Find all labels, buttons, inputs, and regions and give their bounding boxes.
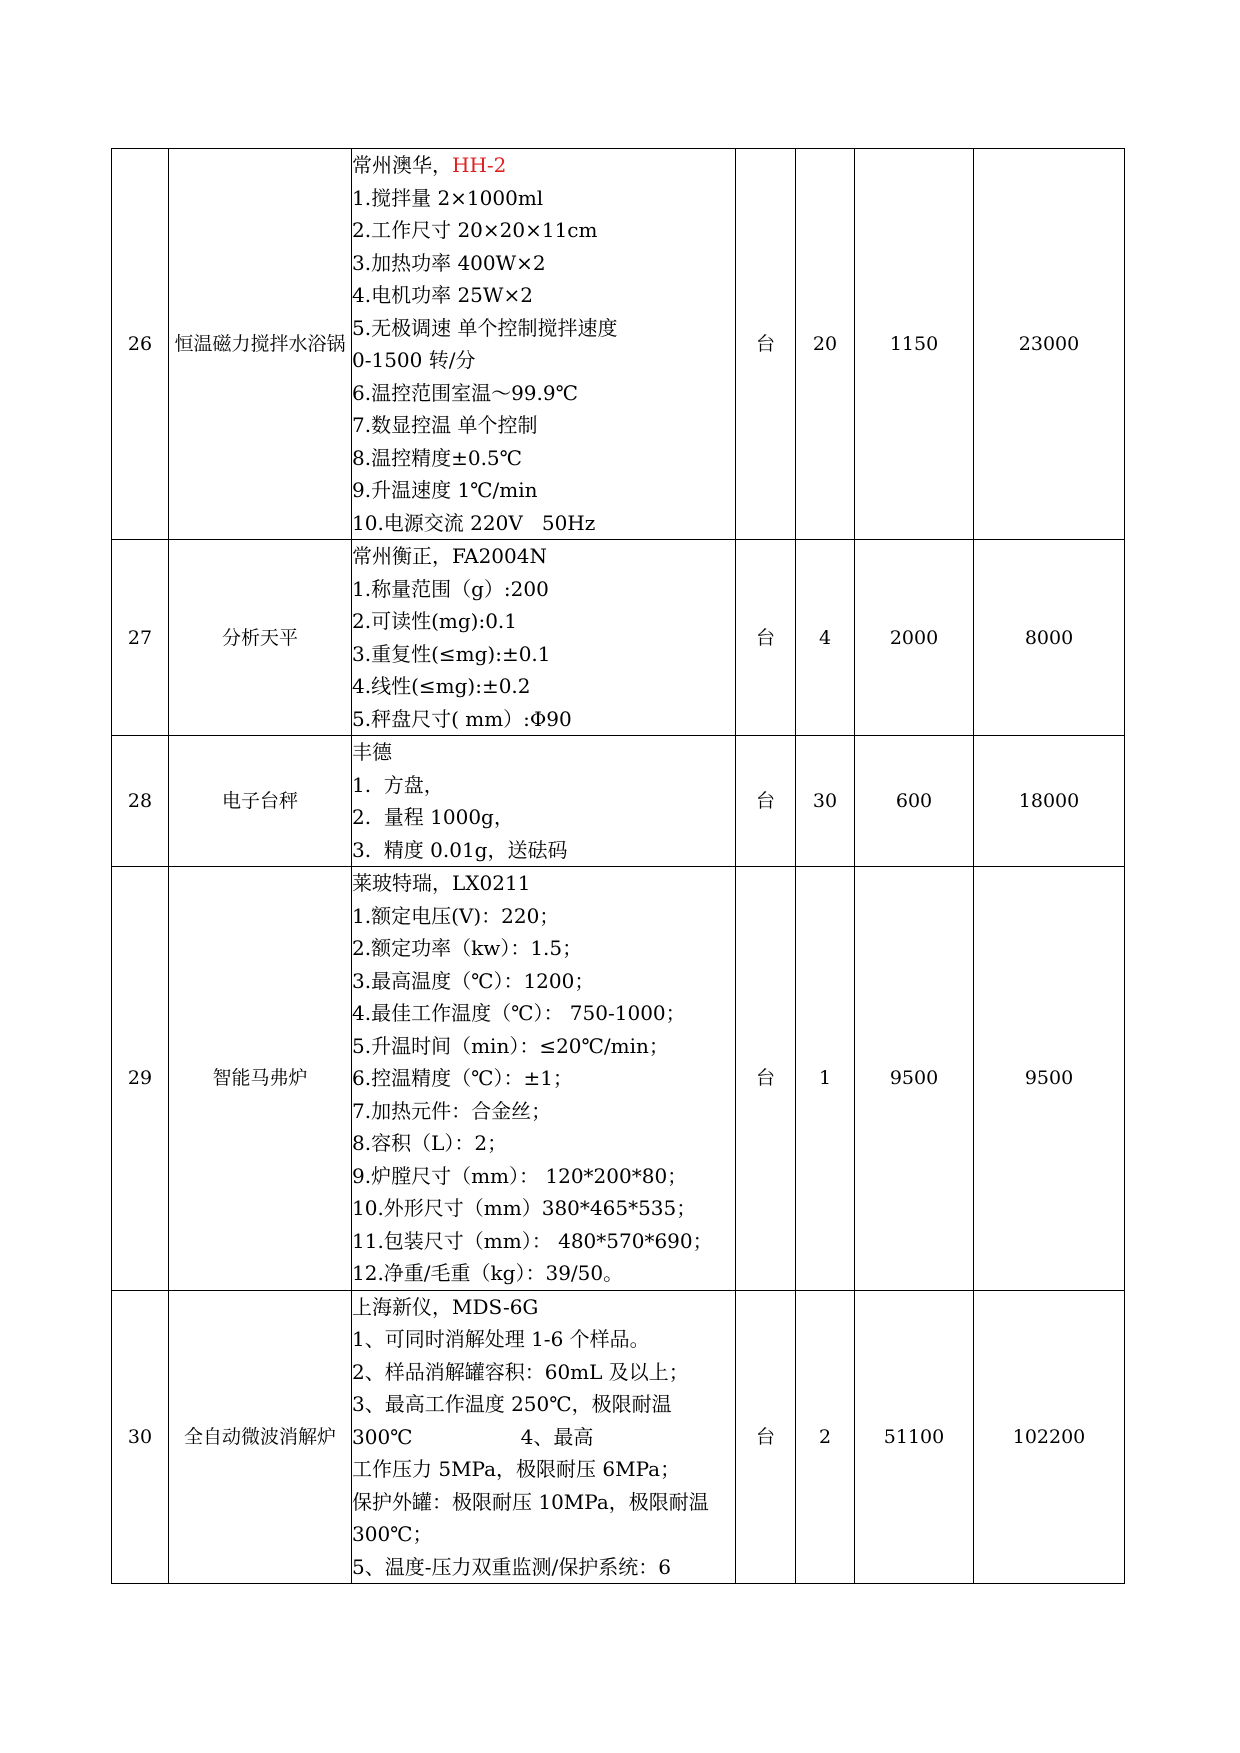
table-row: [112, 736, 1125, 867]
item-quantity: 1: [796, 867, 855, 1291]
spec-line: 7.数显控温 单个控制: [352, 413, 538, 437]
item-unit-price: 1150: [855, 149, 974, 540]
item-quantity: 4: [796, 540, 855, 736]
spec-line: 5.秤盘尺寸( mm）:Φ90: [352, 706, 572, 731]
item-unit: 台: [736, 149, 796, 540]
item-specification: [352, 867, 736, 1291]
item-unit-price: 600: [855, 736, 974, 867]
spec-lines: [352, 769, 735, 867]
spec-line: 4.最佳工作温度（℃）： 750-1000；: [352, 1001, 686, 1025]
item-total-price: 8000: [974, 540, 1125, 736]
item-quantity: 30: [796, 736, 855, 867]
spec-lines: [352, 182, 735, 540]
table-row: [112, 867, 1125, 1291]
spec-line: 1.称量范围（g）:200: [352, 576, 549, 601]
spec-line: 11.包装尺寸（mm）： 480*570*690；: [352, 1228, 713, 1253]
spec-line: 2.额定功率（kw）：1.5；: [352, 936, 583, 960]
item-unit: 台: [736, 1290, 796, 1584]
spec-line: 工作压力 5MPa，极限耐压 6MPa；: [352, 1457, 681, 1481]
spec-line: 12.净重/毛重（kg）：39/50。: [352, 1261, 624, 1285]
item-unit: 台: [736, 540, 796, 736]
spec-line: 6.控温精度（℃）：±1；: [352, 1066, 573, 1090]
table-body: [112, 149, 1125, 1584]
spec-line: 2. 量程 1000g，: [352, 805, 514, 829]
item-unit: 台: [736, 867, 796, 1291]
item-total-price: 9500: [974, 867, 1125, 1291]
spec-line: 1. 方盘，: [352, 772, 444, 797]
spec-line: 3.最高温度（℃）：1200；: [352, 968, 595, 993]
spec-line: 5.无极调速 单个控制搅拌速度: [352, 315, 618, 340]
item-name: 恒温磁力搅拌水浴锅: [169, 149, 352, 540]
item-unit-price: 9500: [855, 867, 974, 1291]
spec-line: 10.电源交流 220V 50Hz: [352, 510, 596, 535]
item-number: 26: [112, 149, 169, 540]
item-specification: [352, 149, 736, 540]
item-name: 全自动微波消解炉: [169, 1290, 352, 1584]
spec-line: 1、可同时消解处理 1-6 个样品。: [352, 1327, 650, 1351]
spec-line: 2.工作尺寸 20×20×11cm: [352, 218, 598, 242]
spec-line: 1.额定电压(V)：220；: [352, 903, 560, 928]
table-row: [112, 540, 1125, 736]
spec-line: 7.加热元件：合金丝；: [352, 1098, 552, 1123]
spec-line: 300℃；: [352, 1522, 433, 1546]
model-highlight: HH-2: [452, 153, 507, 177]
item-specification: [352, 1290, 736, 1584]
spec-line: 10.外形尺寸（mm）380*465*535；: [352, 1196, 697, 1220]
item-unit-price: 2000: [855, 540, 974, 736]
spec-line: 300℃ 4、最高: [352, 1424, 594, 1449]
spec-line: 2、样品消解罐容积：60mL 及以上；: [352, 1359, 689, 1384]
spec-lines: [352, 900, 735, 1290]
spec-line: 5.升温时间（min）：≤20℃/min；: [352, 1033, 669, 1058]
spec-line: 6.温控范围室温～99.9℃: [352, 380, 578, 405]
table-row: [112, 149, 1125, 540]
item-number: 30: [112, 1290, 169, 1584]
spec-line: 2.可读性(mg):0.1: [352, 609, 517, 633]
spec-line: 3、最高工作温度 250℃，极限耐温: [352, 1392, 672, 1416]
spec-line: 4.线性(≤mg):±0.2: [352, 674, 531, 698]
spec-line: 0-1500 转/分: [352, 348, 476, 372]
item-number: 28: [112, 736, 169, 867]
spec-lines: [352, 1323, 735, 1583]
spec-line: 9.升温速度 1℃/min: [352, 478, 538, 502]
spec-line: 3.加热功率 400W×2: [352, 250, 546, 275]
item-total-price: 23000: [974, 149, 1125, 540]
spec-line: 3.重复性(≤mg):±0.1: [352, 641, 551, 666]
spec-heading: 上海新仪，MDS-6G: [352, 1294, 539, 1319]
item-name: 分析天平: [169, 540, 352, 736]
spec-lines: [352, 573, 735, 736]
item-specification: [352, 736, 736, 867]
item-name: 智能马弗炉: [169, 867, 352, 1291]
spec-line: 8.容积（L）：2；: [352, 1131, 508, 1155]
spec-line: 3. 精度 0.01g，送砝码: [352, 837, 568, 862]
item-unit-price: 51100: [855, 1290, 974, 1584]
item-unit: 台: [736, 736, 796, 867]
spec-line: 4.电机功率 25W×2: [352, 283, 533, 307]
item-total-price: 102200: [974, 1290, 1125, 1584]
spec-line: 5、温度-压力双重监测/保护系统：6: [352, 1554, 671, 1579]
item-quantity: 20: [796, 149, 855, 540]
item-specification: [352, 540, 736, 736]
equipment-spec-table: [111, 148, 1125, 1584]
item-number: 29: [112, 867, 169, 1291]
item-number: 27: [112, 540, 169, 736]
item-total-price: 18000: [974, 736, 1125, 867]
spec-line: 1.搅拌量 2×1000ml: [352, 185, 544, 210]
spec-line: 9.炉膛尺寸（mm）： 120*200*80；: [352, 1163, 688, 1188]
spec-heading: 常州澳华，HH-2: [352, 153, 507, 177]
spec-heading: 莱玻特瑞，LX0211: [352, 871, 531, 895]
spec-line: 保护外罐：极限耐压 10MPa，极限耐温: [352, 1489, 709, 1514]
item-name: 电子台秤: [169, 736, 352, 867]
table-row: [112, 1290, 1125, 1584]
spec-heading: 常州衡正，FA2004N: [352, 544, 547, 568]
spec-heading: 丰德: [352, 740, 392, 764]
spec-line: 8.温控精度±0.5℃: [352, 445, 523, 470]
item-quantity: 2: [796, 1290, 855, 1584]
